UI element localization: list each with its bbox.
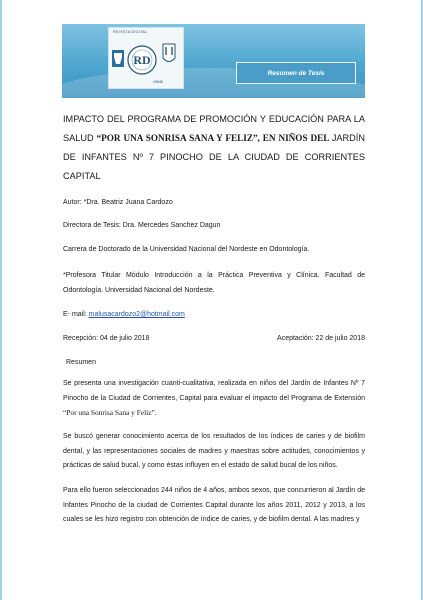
- paper-title-part1: IMPACTO DEL PROGRAMA DE PROMOCIÓN Y EDUCACIÓN PARA LA SALUD: [63, 114, 365, 143]
- journal-name-line2: UNNE: [153, 80, 164, 84]
- career-line: Carrera de Doctorado de la Universidad Nacional del Nordeste en Odontología.: [63, 246, 310, 253]
- acceptance-date: Aceptación: 22 de julio 2018: [277, 335, 365, 342]
- abstract-paragraph-3: Para ello fueron seleccionados 244 niños de 4 años, ambos sexos, que concurrieron al Jardín de Infantes Pinocho de la ciudad de Corrientes Capital durante los años 2011, 2012 y 2013, a los cuales se les hizo registro con obtención de índice de caries, y de biofilm dental. A las madres y: [63, 487, 365, 523]
- abstract-paragraph-2: Se buscó generar conocimiento acerca de los resultados de los índices de caries y de biofilm dental, y las representaciones sociales de madres y maestras sobre actitudes, conocimientos y prácticas de salud bucal, y como éstas influyen en el estado de salud bucal de los niños.: [63, 433, 365, 469]
- summary-heading: Resumen: [66, 359, 96, 366]
- logo-letters: RD: [133, 53, 151, 67]
- paper-title-part3: JARDÍN DE INFANTES Nº 7 PINOCHO DE LA CIUDAD DE CORRIENTES CAPITAL: [63, 133, 365, 181]
- journal-banner: [62, 24, 365, 98]
- email-label: E- mail:: [63, 311, 89, 318]
- journal-logo: [108, 27, 184, 89]
- dates-row: [63, 333, 365, 344]
- email-link[interactable]: malusacardozo2@hotmail.com: [88, 311, 185, 318]
- affiliation-line: *Profesora Titular Módulo Introducción a la Práctica Preventiva y Clínica. Facultad de Odontología. Universidad Nacional del Nordeste.: [63, 272, 365, 294]
- abstract-paragraph-1-text: Se presenta una investigación cuanti-cualitativa, realizada en niños del Jardín de Infantes Nº 7 Pinocho de la Ciudad de Corrientes, Capital para evaluar el impacto del Programa de Extensión: [63, 380, 365, 402]
- abstract-paragraph-1: [63, 377, 365, 422]
- journal-name-line1: REVISTA DIGITAL: [113, 30, 148, 34]
- journal-logo-icon: [109, 28, 183, 88]
- paper-title: [63, 110, 365, 186]
- author-line: Autor: *Dra. Beatriz Juana Cardozo: [63, 199, 173, 206]
- section-label: Resumen de Tesis: [236, 62, 356, 84]
- reception-date: Recepción: 04 de julio 2018: [63, 335, 150, 342]
- director-line: Directora de Tesis: Dra. Mercedes Sanchez Dagun: [63, 222, 221, 229]
- paper-title-program: “POR UNA SONRISA SANA Y FELIZ”, EN NIÑOS DEL: [93, 133, 332, 143]
- email-line: [63, 309, 365, 320]
- abstract-program-name: “Por una Sonrisa Sana y Feliz”.: [63, 408, 157, 417]
